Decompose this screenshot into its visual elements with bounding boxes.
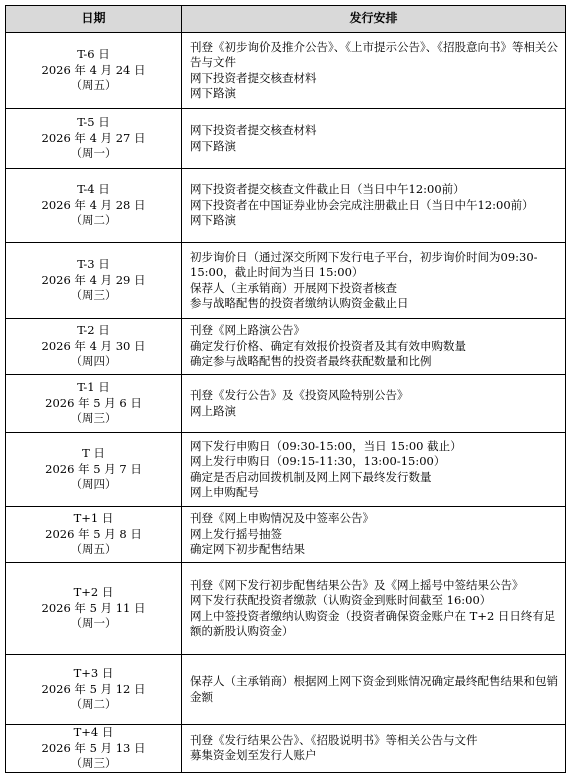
plan-item: 保荐人（主承销商）根据网上网下资金到账情况确定最终配售结果和包销金额 [190, 674, 558, 704]
day-label: T-2 日 [77, 323, 110, 338]
date-label: 2026 年 4 月 29 日 [41, 272, 146, 287]
date-cell [6, 655, 182, 725]
table-row [6, 433, 566, 507]
weekday-label: （周三） [70, 411, 117, 426]
plan-cell [182, 725, 566, 773]
weekday-label: （周一） [70, 616, 117, 631]
date-label: 2026 年 4 月 24 日 [41, 62, 146, 77]
date-cell [6, 243, 182, 319]
day-label: T+3 日 [73, 666, 114, 681]
date-cell [6, 33, 182, 109]
header-plan: 发行安排 [182, 6, 566, 33]
day-label: T 日 [82, 446, 105, 461]
table-row [6, 319, 566, 375]
weekday-label: （周五） [70, 542, 117, 557]
day-label: T-6 日 [77, 47, 110, 62]
weekday-label: （周二） [70, 697, 117, 712]
plan-item: 网下投资者提交核查文件截止日（当日中午12:00前） [190, 182, 465, 197]
table-header-row [6, 6, 566, 33]
plan-item: 刊登《初步询价及推介公告》、《上市提示公告》、《招股意向书》等相关公告与文件 [190, 39, 558, 69]
table-row [6, 563, 566, 655]
plan-cell [182, 375, 566, 433]
plan-item: 网下路演 [190, 213, 236, 228]
plan-item: 网下投资者提交核查材料 [190, 123, 317, 137]
plan-item: 网上路演 [190, 403, 236, 418]
date-label: 2026 年 5 月 13 日 [41, 740, 146, 755]
plan-item: 网下投资者提交核查材料 [190, 70, 317, 85]
plan-cell [182, 169, 566, 243]
plan-item: 网上发行申购日（09:15-11:30，13:00-15:00） [190, 454, 446, 468]
plan-cell [182, 655, 566, 725]
day-label: T-4 日 [77, 182, 110, 197]
plan-item: 保荐人（主承销商）开展网下投资者核查 [190, 280, 397, 295]
plan-item: 网下发行申购日（09:30-15:00，当日 15:00 截止） [190, 438, 462, 453]
plan-item: 确定参与战略配售的投资者最终获配数量和比例 [190, 354, 432, 369]
date-label: 2026 年 5 月 12 日 [41, 681, 146, 696]
plan-cell [182, 319, 566, 375]
plan-item: 网上发行摇号抽签 [190, 526, 282, 541]
day-label: T-1 日 [77, 380, 110, 395]
plan-item: 网下发行获配投资者缴款（认购资金到账时间截至 16:00） [190, 593, 492, 607]
date-cell [6, 319, 182, 375]
plan-item: 刊登《网上申购情况及中签率公告》 [190, 511, 374, 526]
plan-item: 确定是否启动回拨机制及网上网下最终发行数量 [190, 469, 432, 484]
plan-item: 刊登《网下发行初步配售结果公告》及《网上摇号中签结果公告》 [190, 577, 524, 592]
date-cell [6, 563, 182, 655]
plan-cell [182, 109, 566, 169]
table-row [6, 243, 566, 319]
weekday-label: （周一） [70, 146, 117, 161]
plan-cell [182, 33, 566, 109]
table-row [6, 375, 566, 433]
date-cell [6, 507, 182, 563]
date-label: 2026 年 4 月 28 日 [41, 197, 146, 212]
plan-item: 网上申购配号 [190, 485, 259, 499]
date-cell [6, 169, 182, 243]
plan-cell [182, 243, 566, 319]
table-row [6, 655, 566, 725]
date-label: 2026 年 5 月 7 日 [45, 461, 142, 476]
date-cell [6, 433, 182, 507]
plan-item: 刊登《发行结果公告》、《招股说明书》等相关公告与文件 [190, 732, 478, 747]
plan-item: 确定网下初步配售结果 [190, 542, 305, 557]
plan-item: 初步询价日（通过深交所网下发行电子平台，初步询价时间为09:30-15:00，截止时间为当日 15:00） [190, 249, 538, 279]
day-label: T+1 日 [73, 511, 114, 526]
plan-cell [182, 433, 566, 507]
plan-item: 募集资金划至发行人账户 [190, 748, 317, 763]
issuance-schedule-table [5, 5, 566, 773]
date-label: 2026 年 5 月 6 日 [45, 395, 142, 410]
date-label: 2026 年 4 月 27 日 [41, 130, 146, 145]
plan-item: 确定发行价格、确定有效报价投资者及其有效申购数量 [190, 338, 466, 353]
table-row [6, 109, 566, 169]
day-label: T-5 日 [77, 115, 110, 130]
date-cell [6, 375, 182, 433]
weekday-label: （周五） [70, 78, 117, 93]
day-label: T+2 日 [73, 585, 114, 600]
weekday-label: （周三） [70, 756, 117, 770]
plan-item: 刊登《网上路演公告》 [190, 323, 305, 338]
plan-item: 刊登《发行公告》及《投资风险特别公告》 [190, 388, 409, 402]
plan-item: 网下路演 [190, 138, 236, 153]
plan-item: 网下路演 [190, 86, 236, 100]
weekday-label: （周四） [70, 354, 117, 369]
plan-item: 参与战略配售的投资者缴纳认购资金截止日 [190, 296, 409, 310]
date-label: 2026 年 5 月 8 日 [45, 526, 142, 541]
date-cell [6, 725, 182, 773]
date-label: 2026 年 5 月 11 日 [41, 600, 146, 615]
date-label: 2026 年 4 月 30 日 [41, 338, 146, 353]
table-row [6, 507, 566, 563]
plan-item: 网下投资者在中国证券业协会完成注册截止日（当日中午12:00前） [190, 197, 534, 212]
day-label: T-3 日 [77, 257, 110, 272]
plan-cell [182, 507, 566, 563]
header-date: 日期 [6, 6, 182, 33]
day-label: T+4 日 [73, 725, 114, 739]
date-cell [6, 109, 182, 169]
plan-cell [182, 563, 566, 655]
weekday-label: （周二） [70, 213, 117, 228]
table-row [6, 725, 566, 773]
table-row [6, 33, 566, 109]
plan-item: 网上中签投资者缴纳认购资金（投资者确保资金账户在 T+2 日日终有足额的新股认购资金） [190, 608, 556, 638]
weekday-label: （周三） [70, 288, 117, 303]
weekday-label: （周四） [70, 477, 117, 492]
table-row [6, 169, 566, 243]
